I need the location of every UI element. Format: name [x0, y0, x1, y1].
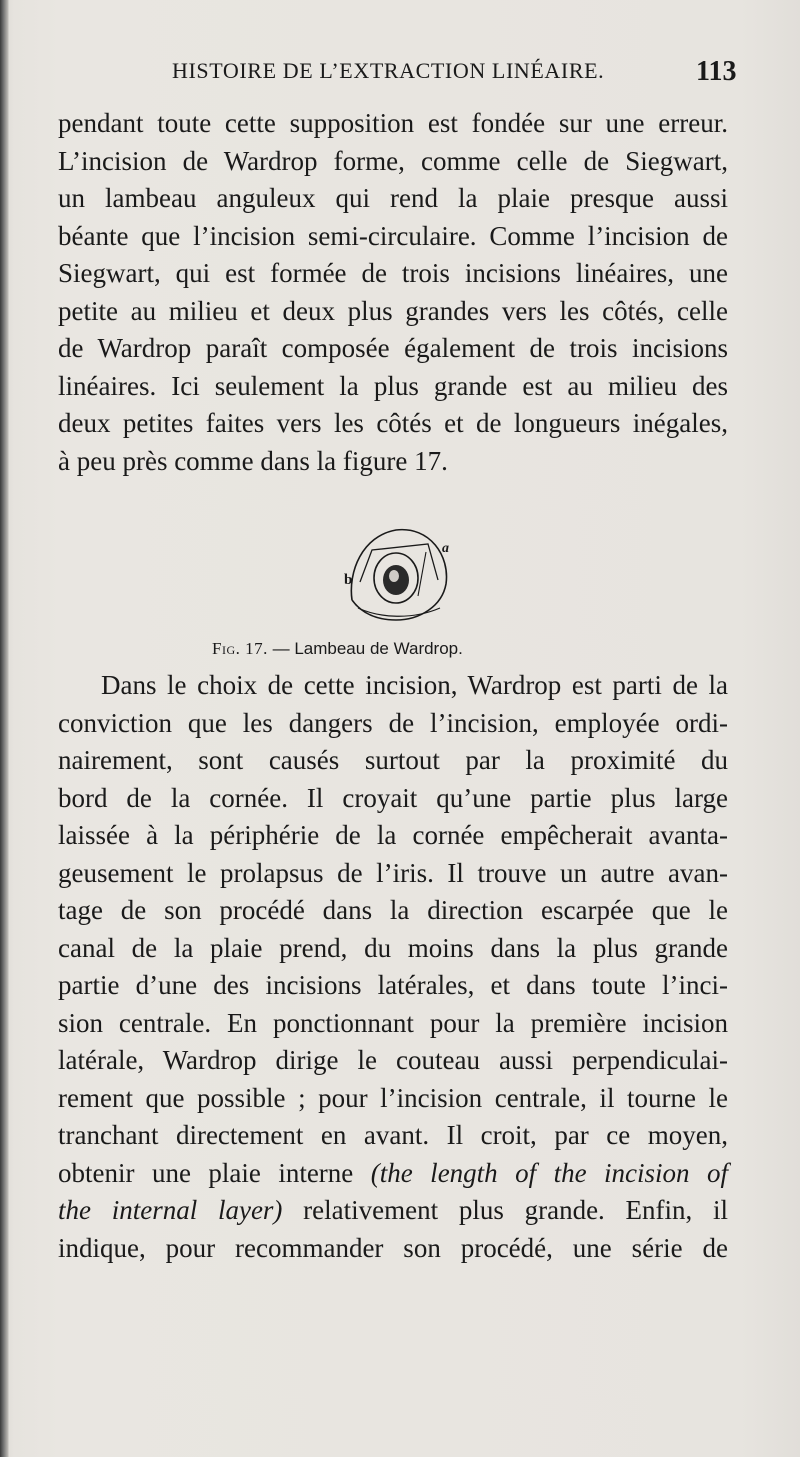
text-line	[58, 1192, 728, 1230]
text-line	[58, 1155, 728, 1193]
text-line: tage de son procédé dans la direction escarpée que le	[58, 895, 728, 925]
text-line: conviction que les dangers de l’incision, employée ordi-	[58, 707, 728, 738]
text-line: petite au milieu et deux plus grandes vers les côtés, celle	[58, 295, 728, 326]
text-line: tranchant directement en avant. Il croit, par ce moyen,	[58, 1120, 728, 1150]
binding-edge	[0, 0, 9, 1457]
text-line: indique, pour recommander son procédé, une série de	[58, 1232, 728, 1263]
text-line: Siegwart, qui est formée de trois incisions linéaires, une	[58, 258, 728, 288]
text-line: de Wardrop paraît composée également de trois incisions	[58, 333, 728, 363]
text-line: L’incision de Wardrop forme, comme celle de Siegwart,	[58, 145, 728, 176]
text-line: geusement le prolapsus de l’iris. Il trouve un autre avan-	[58, 857, 728, 888]
english-quote: the internal layer)	[58, 1195, 283, 1225]
english-quote: (the length of the incision of	[370, 1157, 728, 1188]
paragraph-2	[58, 667, 728, 1267]
figure-caption-label: Fig. 17.	[212, 639, 268, 658]
text-line: deux petites faites vers les côtés et de longueurs inégales,	[58, 408, 728, 438]
figure-label-b: b	[344, 572, 353, 588]
text-line: pendant toute cette supposition est fondée sur une erreur.	[58, 108, 728, 138]
figure-caption	[212, 639, 712, 659]
page-number: 113	[696, 56, 737, 87]
figure-caption-text: — Lambeau de Wardrop.	[272, 639, 463, 658]
figure-17-illustration	[300, 522, 480, 624]
text-line: nairement, sont causés surtout par la proximité du	[58, 745, 728, 775]
text-line: laissée à la périphérie de la cornée empêcherait avanta-	[58, 820, 728, 850]
text-line: un lambeau anguleux qui rend la plaie presque aussi	[58, 183, 728, 213]
text-line: rement que possible ; pour l’incision centrale, il tourne le	[58, 1082, 728, 1113]
running-head: HISTOIRE DE L’EXTRACTION LINÉAIRE.	[172, 58, 605, 83]
text-line: partie d’une des incisions latérales, et dans toute l’inci-	[58, 970, 728, 1000]
text-line: latérale, Wardrop dirige le couteau aussi perpendiculai-	[58, 1045, 728, 1075]
text-line: linéaires. Ici seulement la plus grande est au milieu des	[58, 370, 728, 401]
paragraph-1	[58, 105, 728, 480]
text-line: béante que l’incision semi-circulaire. Comme l’incision de	[58, 220, 728, 251]
text-line: sion centrale. En ponctionnant pour la première incision	[58, 1007, 728, 1038]
text-line: à peu près comme dans la figure 17.	[58, 445, 448, 476]
text-segment: obtenir une plaie interne	[58, 1157, 354, 1188]
figure-label-a: a	[442, 541, 449, 556]
text-line: Dans le choix de cette incision, Wardrop est parti de la	[101, 670, 728, 700]
text-line: canal de la plaie prend, du moins dans la plus grande	[58, 932, 728, 963]
text-segment: relativement plus grande. Enfin, il	[282, 1195, 729, 1225]
text-line: bord de la cornée. Il croyait qu’une partie plus large	[58, 782, 728, 813]
